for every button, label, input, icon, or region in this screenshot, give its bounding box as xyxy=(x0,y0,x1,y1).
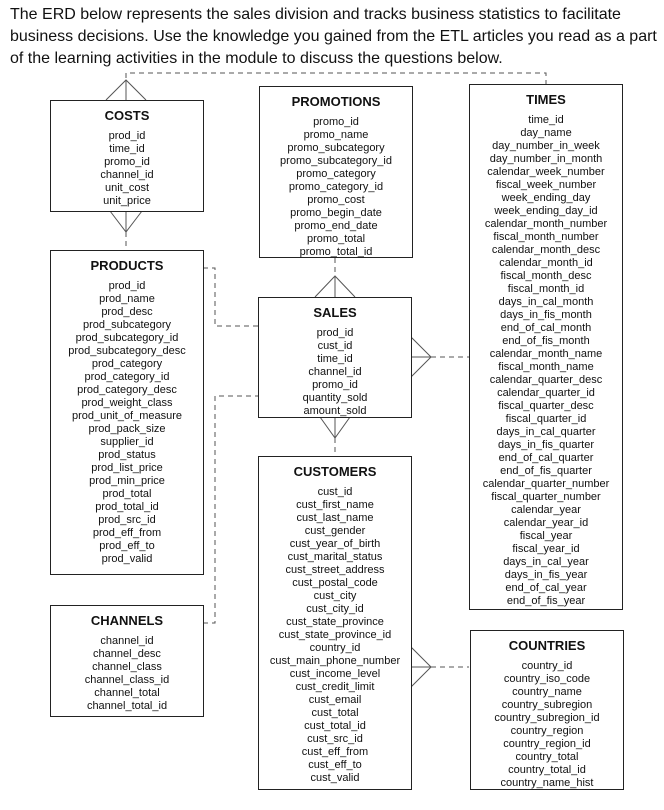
field: fiscal_quarter_number xyxy=(491,491,601,503)
field: cust_main_phone_number xyxy=(269,655,401,667)
field: cust_total_id xyxy=(304,720,366,732)
field: end_of_cal_month xyxy=(500,322,592,334)
field: promo_category xyxy=(296,168,376,180)
field: prod_id xyxy=(316,327,354,339)
countries-entity xyxy=(470,630,624,790)
field: days_in_fis_quarter xyxy=(497,439,594,451)
field: cust_credit_limit xyxy=(295,681,375,693)
field: prod_eff_to xyxy=(99,540,155,552)
sales-bottom-crowsfoot xyxy=(320,417,350,438)
field: calendar_month_id xyxy=(499,257,593,269)
products-sales-line xyxy=(203,268,258,326)
field: cust_id xyxy=(317,486,353,498)
costs-times-line xyxy=(126,73,546,84)
field: prod_name xyxy=(99,293,155,305)
field: channel_class xyxy=(92,661,162,673)
field: promo_subcategory xyxy=(287,142,385,154)
field: cust_street_address xyxy=(285,564,385,576)
field: end_of_cal_quarter xyxy=(498,452,594,464)
field: amount_sold xyxy=(303,405,367,417)
costs-top-crowsfoot xyxy=(106,80,146,100)
field: country_iso_code xyxy=(503,673,591,685)
field: days_in_cal_quarter xyxy=(496,426,596,438)
field: promo_category_id xyxy=(288,181,384,193)
entity-title: CUSTOMERS xyxy=(293,464,377,479)
field-list xyxy=(471,660,623,790)
field: prod_min_price xyxy=(89,475,165,487)
entity-title: CHANNELS xyxy=(90,613,164,628)
field: unit_cost xyxy=(104,182,150,194)
field: prod_total xyxy=(102,488,152,500)
field: prod_desc xyxy=(101,306,153,318)
field: end_of_fis_month xyxy=(502,335,590,347)
field: promo_total_id xyxy=(299,246,373,258)
field: prod_subcategory_id xyxy=(75,332,179,344)
field: promo_subcategory_id xyxy=(280,155,392,167)
field: calendar_year xyxy=(511,504,581,516)
field: promo_id xyxy=(312,379,358,391)
field: calendar_year_id xyxy=(503,517,589,529)
field: country_total_id xyxy=(508,764,586,776)
products-entity xyxy=(50,250,204,575)
field: country_region_id xyxy=(503,738,591,750)
customers-right-crowsfoot xyxy=(411,647,431,687)
field: fiscal_quarter_desc xyxy=(498,400,594,412)
field: cust_eff_from xyxy=(301,746,369,758)
field: calendar_quarter_number xyxy=(482,478,610,490)
field: time_id xyxy=(109,143,145,155)
field: days_in_cal_year xyxy=(503,556,589,568)
field: channel_id xyxy=(100,635,154,647)
field: prod_valid xyxy=(101,553,153,565)
field: prod_pack_size xyxy=(88,423,166,435)
field: prod_category xyxy=(91,358,163,370)
entity-title: PRODUCTS xyxy=(90,258,164,273)
field: fiscal_month_id xyxy=(507,283,585,295)
intro-paragraph: The ERD below represents the sales division and tracks business statistics to facilitate business decisions. Use the knowledge you gained from the ETL articles you read as a part of the learning activities in the module to discuss the questions below. xyxy=(10,6,657,67)
entity-title: PROMOTIONS xyxy=(291,94,381,109)
field-list xyxy=(259,327,411,418)
field: prod_subcategory xyxy=(82,319,172,331)
field: cust_first_name xyxy=(296,499,374,511)
field: cust_postal_code xyxy=(292,577,378,589)
field: channel_id xyxy=(100,169,154,181)
field: prod_src_id xyxy=(98,514,156,526)
field: cust_src_id xyxy=(307,733,363,745)
field: unit_price xyxy=(103,195,151,207)
field: country_subregion xyxy=(501,699,593,711)
field: country_name xyxy=(512,686,582,698)
field: calendar_quarter_id xyxy=(497,387,595,399)
field: country_name_hist xyxy=(500,777,594,789)
field: promo_end_date xyxy=(294,220,378,232)
field: fiscal_month_name xyxy=(498,361,594,373)
field-list xyxy=(259,486,411,785)
field: end_of_fis_quarter xyxy=(500,465,592,477)
field: time_id xyxy=(317,353,353,365)
field: cust_city_id xyxy=(306,603,364,615)
field: cust_state_province_id xyxy=(278,629,392,641)
field: cust_state_province xyxy=(286,616,384,628)
field: days_in_cal_month xyxy=(498,296,594,308)
field: day_number_in_week xyxy=(492,140,600,152)
field: week_ending_day_id xyxy=(494,205,598,217)
field: days_in_fis_year xyxy=(504,569,588,581)
field: fiscal_month_number xyxy=(493,231,599,243)
field: channel_desc xyxy=(93,648,161,660)
field: cust_email xyxy=(308,694,362,706)
field: channel_total xyxy=(94,687,160,699)
field: cust_total xyxy=(311,707,359,719)
field-list xyxy=(470,114,622,608)
sales-entity xyxy=(258,297,412,418)
field: country_total xyxy=(515,751,579,763)
field-list xyxy=(260,116,412,259)
field: quantity_sold xyxy=(302,392,368,404)
field: fiscal_year_id xyxy=(512,543,580,555)
field: promo_id xyxy=(104,156,150,168)
field: calendar_quarter_desc xyxy=(489,374,603,386)
field: day_number_in_month xyxy=(489,153,603,165)
field: country_subregion_id xyxy=(494,712,600,724)
field: channel_class_id xyxy=(84,674,170,686)
field-list xyxy=(51,130,203,208)
field: cust_eff_to xyxy=(308,759,362,771)
field: cust_id xyxy=(317,340,353,352)
field: cust_last_name xyxy=(296,512,374,524)
entity-title: COSTS xyxy=(104,108,150,123)
field: calendar_week_number xyxy=(487,166,605,178)
channels-entity xyxy=(50,605,204,717)
field: country_id xyxy=(521,660,573,672)
field: end_of_fis_year xyxy=(506,595,586,607)
channels-sales-line xyxy=(203,396,258,623)
field: prod_category_desc xyxy=(77,384,177,396)
field: prod_status xyxy=(98,449,156,461)
entity-title: COUNTRIES xyxy=(508,638,586,653)
times-entity xyxy=(469,84,623,610)
field: cust_city xyxy=(313,590,357,602)
field: week_ending_day xyxy=(501,192,591,204)
field: end_of_cal_year xyxy=(505,582,587,594)
field: country_region xyxy=(510,725,584,737)
field: prod_category_id xyxy=(84,371,170,383)
sales-top-crowsfoot xyxy=(315,276,355,297)
field: prod_list_price xyxy=(91,462,163,474)
field: days_in_fis_month xyxy=(500,309,592,321)
field: calendar_month_desc xyxy=(491,244,601,256)
field: cust_income_level xyxy=(289,668,381,680)
field: promo_begin_date xyxy=(290,207,382,219)
field: day_name xyxy=(520,127,572,139)
field: fiscal_week_number xyxy=(495,179,597,191)
field: fiscal_quarter_id xyxy=(505,413,587,425)
field: time_id xyxy=(528,114,564,126)
field: channel_id xyxy=(308,366,362,378)
sales-right-crowsfoot xyxy=(411,337,431,377)
field: cust_year_of_birth xyxy=(289,538,381,550)
field: cust_marital_status xyxy=(287,551,383,563)
field: promo_total xyxy=(306,233,366,245)
customers-entity xyxy=(258,456,412,790)
field: country_id xyxy=(309,642,361,654)
costs-bottom-crowsfoot xyxy=(110,211,142,232)
field: promo_cost xyxy=(307,194,365,206)
field: prod_total_id xyxy=(95,501,159,513)
field: prod_weight_class xyxy=(81,397,173,409)
field-list xyxy=(51,635,203,713)
field: cust_valid xyxy=(310,772,360,784)
field: fiscal_month_desc xyxy=(500,270,592,282)
field: promo_name xyxy=(303,129,369,141)
field: prod_eff_from xyxy=(92,527,162,539)
field: prod_id xyxy=(108,130,146,142)
entity-title: SALES xyxy=(313,305,357,320)
field: prod_unit_of_measure xyxy=(71,410,183,422)
field: prod_subcategory_desc xyxy=(68,345,186,357)
field: fiscal_year xyxy=(519,530,573,542)
costs-entity xyxy=(50,100,204,212)
promotions-entity xyxy=(259,86,413,258)
entity-title: TIMES xyxy=(526,92,566,107)
field: promo_id xyxy=(313,116,359,128)
field: calendar_month_number xyxy=(484,218,608,230)
field: calendar_month_name xyxy=(489,348,603,360)
field: supplier_id xyxy=(100,436,154,448)
field: cust_gender xyxy=(304,525,366,537)
field: prod_id xyxy=(108,280,146,292)
field: channel_total_id xyxy=(86,700,168,712)
field-list xyxy=(51,280,203,566)
